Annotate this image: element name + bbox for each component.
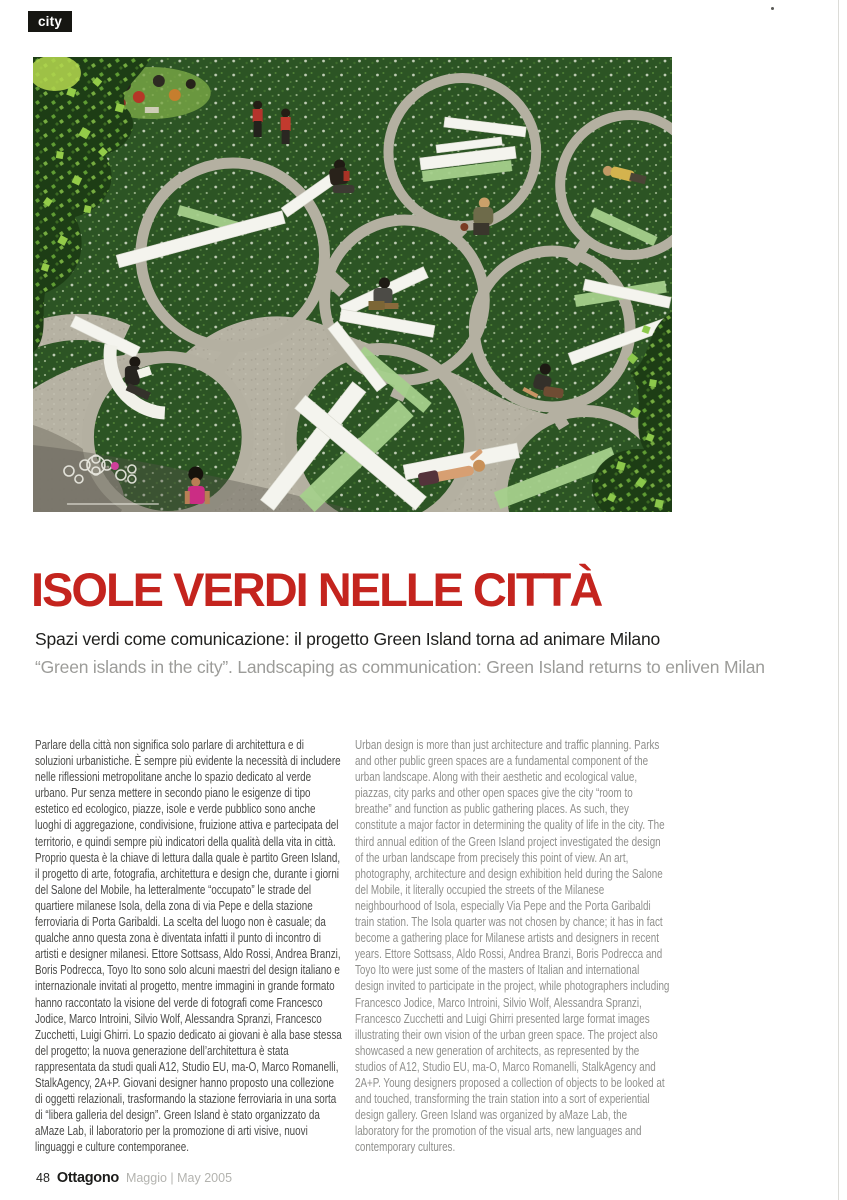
page-number: 48 bbox=[36, 1171, 50, 1185]
park-aerial-illustration bbox=[33, 57, 672, 512]
park-aerial-photo bbox=[33, 57, 672, 512]
scan-edge-line bbox=[838, 0, 839, 1200]
headline: ISOLE VERDI NELLE CITTÀ bbox=[31, 563, 602, 616]
page-footer bbox=[36, 1170, 232, 1186]
article-column-english: Urban design is more than just architecture and traffic planning. Parks and other public green spaces are a fundamental component of the urban landscape. Along with their aesthetic and ecological value, piazzas, city parks and other open spaces give the city “room to breathe” and function as public gathering places. As such, they constitute a major factor in determining the quality of life in the city. The third annual edition of the Green Island project investigated the design of the urban landscape from precisely this point of view. An art, photography, architecture and design exhibition held during the Salone del Mobile, it literally occupied the streets of the Milanese neighbourhood of Isola, especially Via Pepe and the Porta Garibaldi train station. The Isola quarter was not chosen by chance; it has in fact become a gathering place for Milanese artists and designers in recent years. Ettore Sottsass, Aldo Rossi, Andrea Branzi, Boris Podrecca and Toyo Ito were just some of the masters of Italian and international design invited to participate in the project, while photographers including Francesco Jodice, Marco Introini, Silvio Wolf, Alessandra Spranzi, Francesco Zucchetti and Luigi Ghirri presented large format images illustrating their own vision of the urban green space. The project also showcased a new generation of architects, as represented by the studios of A12, Studio EU, ma-O, Marco Romanelli, StalkAgency and 2A+P. Young designers proposed a collection of objects to be looked at and touched, transforming the train station into a sort of experiential design gallery. Green Island was organized by aMaze Lab, the laboratory for the promotion of the visual arts, new languages and contemporary cultures. bbox=[355, 737, 670, 1155]
graffiti-baseline bbox=[67, 503, 159, 505]
magazine-name: Ottagono bbox=[56, 1170, 119, 1186]
scan-speck-dot bbox=[771, 7, 774, 10]
article-column-italian: Parlare della città non significa solo parlare di architettura e di soluzioni urbanistiche. È sempre più evidente la necessità di includere nelle riflessioni metropolitane anche lo spazio dedicato al verde urbano. Pur senza mettere in secondo piano le esigenze di tipo estetico ed ecologico, piazze, isole e verde pubblico sono anche luoghi di aggregazione, condivisione, fruizione attiva e partecipata del territorio, e quindi sempre più indicatori della qualità della vita in città. Proprio questa è la chiave di lettura dalla quale è partito Green Island, il progetto di arte, fotografia, architettura e design che, durante i giorni del Salone del Mobile, ha letteralmente “occupato” le strade del quartiere milanese Isola, della zona di via Pepe e della stazione ferroviaria di Porta Garibaldi. La scelta del luogo non è casuale; da qualche anno questa zona è diventata infatti il punto di incontro di artisti e designer milanesi. Ettore Sottsass, Aldo Rossi, Andrea Branzi, Boris Podrecca, Toyo Ito sono solo alcuni maestri del design italiano e internazionale invitati al progetto, mentre immagini in grande formato hanno raccontato la visione del verde di fotografi come Francesco Jodice, Marco Introini, Silvio Wolf, Alessandra Spranzi, Francesco Zucchetti, Luigi Ghirri. Lo spazio dedicato ai giovani è alla base stessa del progetto; la nuova generazione dell’architettura è stata rappresentata da studi quali A12, Studio EU, ma-O, Marco Romanelli, StalkAgency, 2A+P. Giovani designer hanno proposto una collezione di oggetti relazionali, trasformando la stazione ferroviaria in una sorta di “libera galleria del design”. Green Island è stato organizzato da aMaze Lab, il laboratorio per la promozione di arti visive, nuovi linguaggi e culture contemporanee. bbox=[35, 737, 342, 1155]
standfirst-italian: Spazi verdi come comunicazione: il progetto Green Island torna ad animare Milano bbox=[35, 629, 661, 649]
standfirst-english: “Green islands in the city”. Landscaping as communication: Green Island returns to enliven Milan bbox=[35, 657, 765, 677]
section-tag: city bbox=[28, 11, 72, 32]
issue-date: Maggio | May 2005 bbox=[125, 1171, 233, 1185]
graffiti-magenta-dot bbox=[111, 462, 119, 470]
